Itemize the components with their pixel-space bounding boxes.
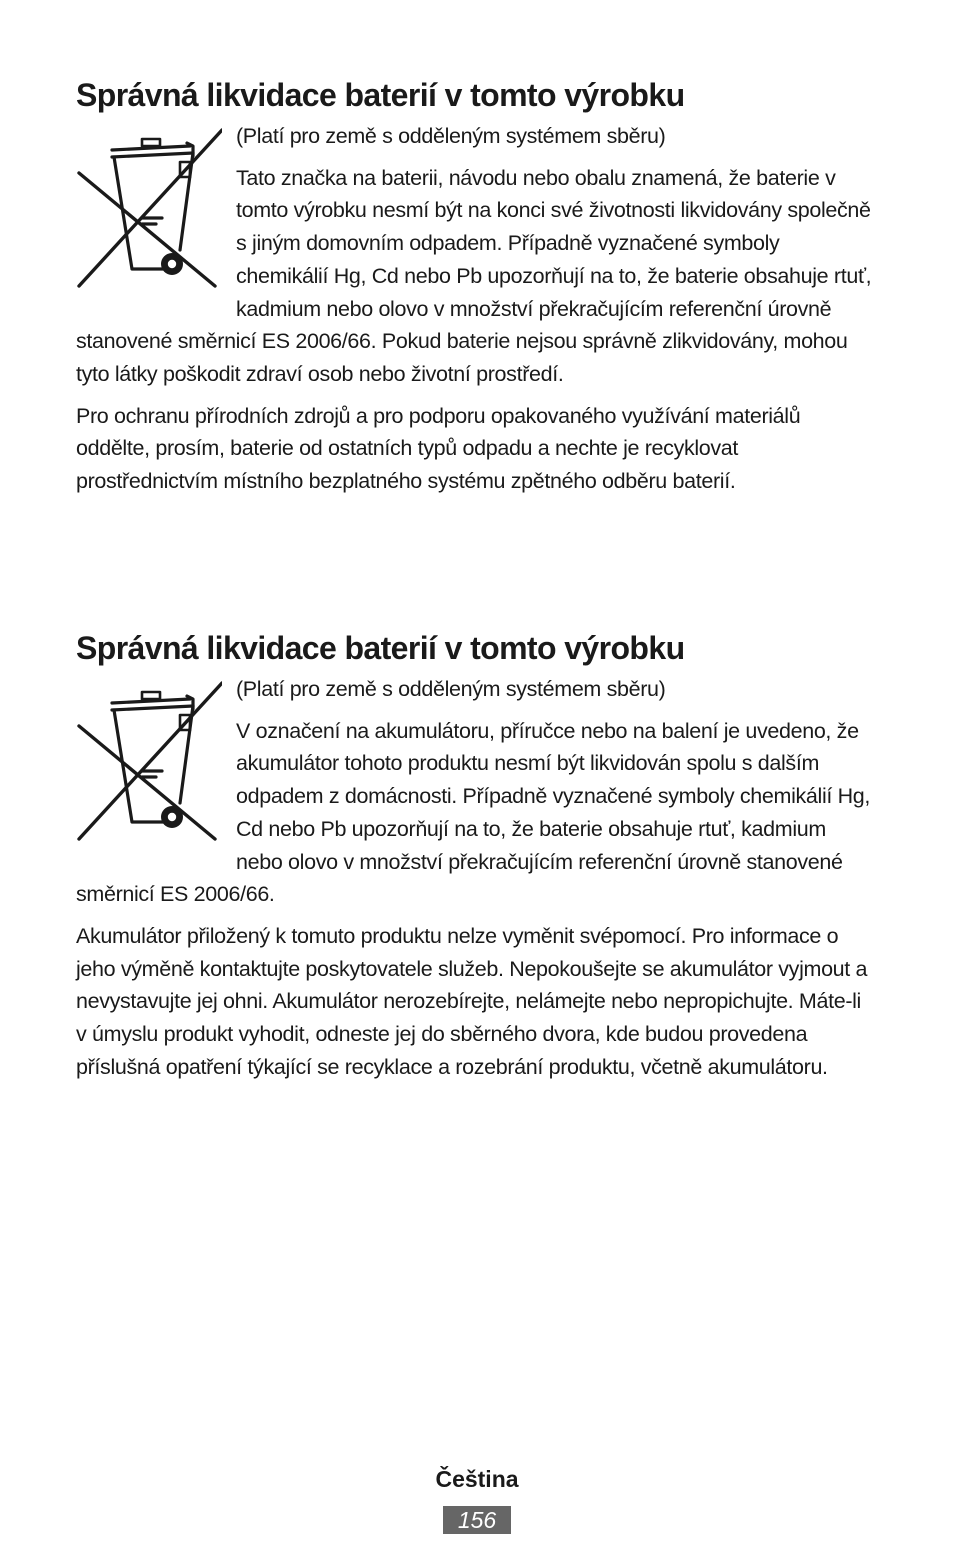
paragraph: Pro ochranu přírodních zdrojů a pro podporu opakovaného využívání materiálů oddělte, prosím, baterie od ostatních typů odpadu a nechte je recyklovat prostřednictvím místního bezplatného systému zpětného odběru baterií. bbox=[76, 403, 801, 494]
crossed-out-wheelie-bin-icon bbox=[76, 679, 222, 847]
section-body bbox=[76, 120, 876, 498]
page-number: 156 bbox=[457, 1507, 497, 1533]
page-number-badge bbox=[443, 1506, 511, 1534]
paragraph: Akumulátor přiložený k tomuto produktu nelze vyměnit svépomocí. Pro informace o jeho výměně kontaktujte poskytovatele služeb. Nepokoušejte se akumulátor vyjmout a nevystavujte jej ohni. Akumulátor nerozebírejte, nelámejte nebo nepropichujte. Máte-li v úmyslu produkt vyhodit, odneste jej do sběrného dvora, kde budou provedena příslušná opatření týkající se recyklace a rozebrání produktu, včetně akumulátoru. bbox=[76, 923, 868, 1079]
crossed-out-wheelie-bin-icon bbox=[76, 126, 222, 294]
section-battery-disposal-2 bbox=[76, 627, 876, 1092]
footer-language: Čeština bbox=[435, 1466, 519, 1492]
paragraph: V označení na akumulátoru, příručce nebo na balení je uvedeno, že akumulátor tohoto produktu nesmí být likvidován spolu s dalším odpadem z domácnosti. Případně vyznačené symboly chemikálií Hg, Cd nebo Pb upozorňují na to, že baterie obsahuje rtuť, kadmium nebo olovo v množství překračujícím referenční úrovně stanovené směrnicí ES 2006/66. bbox=[76, 718, 871, 907]
paragraph: Tato značka na baterii, návodu nebo obalu znamená, že baterie v tomto výrobku nesmí být na konci své životnosti likvidovány společně s jiným domovním odpadem. Případně vyznačené symboly chemikálií Hg, Cd nebo Pb upozorňují na to, že baterie obsahuje rtuť, kadmium nebo olovo v množství překračujícím referenční úrovně stanovené směrnicí ES 2006/66. Pokud baterie nejsou správně zlikvidovány, mohou tyto látky poškodit zdraví osob nebo životní prostředí. bbox=[76, 165, 872, 386]
section-battery-disposal-1 bbox=[76, 74, 876, 507]
applicability-note: (Platí pro země s odděleným systémem sběru) bbox=[236, 677, 666, 701]
section-title: Správná likvidace baterií v tomto výrobku bbox=[76, 77, 685, 113]
section-title: Správná likvidace baterií v tomto výrobku bbox=[76, 630, 685, 666]
section-body bbox=[76, 673, 876, 1083]
applicability-note: (Platí pro země s odděleným systémem sběru) bbox=[236, 124, 666, 148]
